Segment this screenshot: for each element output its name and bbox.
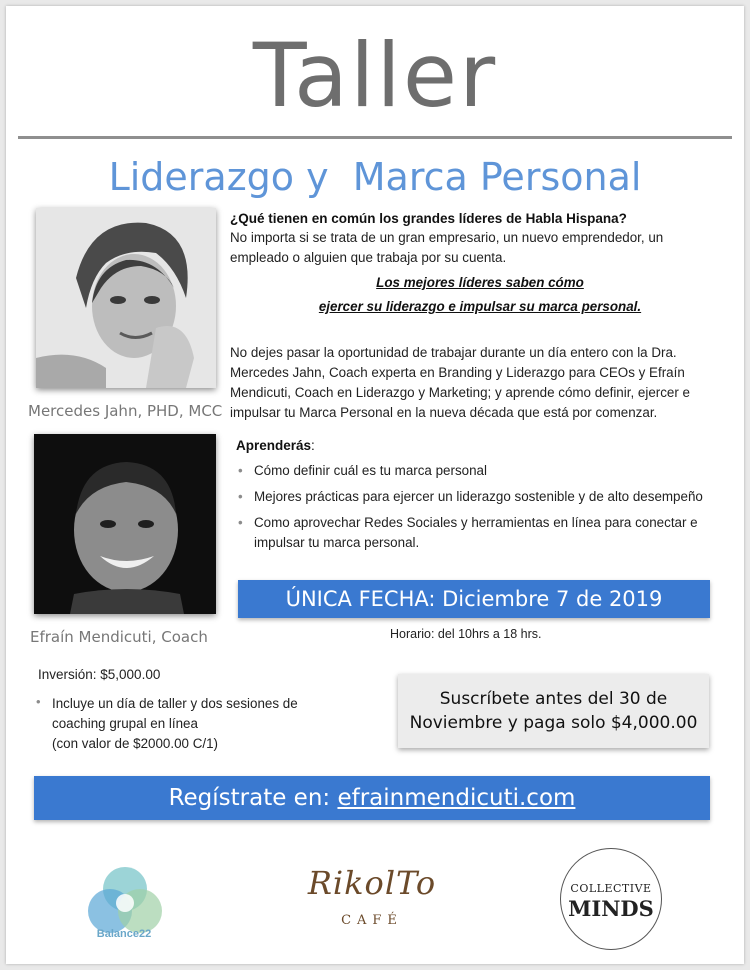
learn-heading-label: Aprenderás: [236, 438, 312, 453]
includes-item: [36, 694, 366, 754]
register-label: Regístrate en:: [168, 785, 338, 811]
includes-line-3: (con valor de $2000.00 C/1): [52, 736, 218, 751]
balance22-logo-icon: [80, 848, 170, 958]
learn-heading: [236, 438, 315, 453]
highlight-line-2: ejercer su liderazgo e impulsar su marca personal.: [318, 299, 642, 314]
highlight-line-1: Los mejores líderes saben cómo: [376, 275, 584, 290]
early-bird-line-2: Noviembre y paga solo $4,000.00: [409, 713, 698, 733]
early-bird-line-1: Suscríbete antes del 30 de: [439, 689, 668, 709]
bullet-icon: •: [238, 489, 243, 504]
investment-text: Inversión: $5,000.00: [38, 667, 161, 682]
register-link[interactable]: efrainmendicuti.com: [337, 785, 576, 811]
date-banner: ÚNICA FECHA: Diciembre 7 de 2019: [238, 580, 710, 618]
bullet-icon: •: [238, 463, 243, 478]
learn-item-text: Mejores prácticas para ejercer un liderazgo sostenible y de alto desempeño: [254, 489, 703, 504]
register-banner: [34, 776, 710, 820]
collective-minds-line-2: MINDS: [568, 896, 654, 921]
portrait-man-image: [34, 434, 216, 614]
rikolto-logo-subtext: CAFÉ: [341, 913, 403, 928]
balance22-logo-label: Balance22: [96, 928, 152, 940]
learn-heading-colon: :: [311, 438, 315, 453]
bullet-icon: •: [36, 694, 41, 709]
includes-line-1: Incluye un día de taller y dos sesiones de: [52, 696, 298, 711]
page-subtitle: Liderazgo y Marca Personal: [108, 155, 642, 199]
flyer-page: [6, 6, 744, 964]
photo-mercedes-jahn: [36, 208, 216, 388]
early-bird-box: [398, 674, 709, 748]
includes-line-2: coaching grupal en línea: [52, 716, 198, 731]
bullet-icon: •: [238, 515, 243, 530]
learn-list-item: [234, 513, 704, 553]
schedule-text: Horario: del 10hrs a 18 hrs.: [390, 627, 542, 641]
learn-list-item: [234, 487, 704, 507]
learn-list: [234, 461, 704, 559]
rikolto-logo-text: RikolTo: [307, 864, 437, 902]
intro-question: ¿Qué tienen en común los grandes líderes de Habla Hispana?: [230, 211, 627, 226]
page-title: Taller: [252, 24, 498, 127]
learn-item-text: Cómo definir cuál es tu marca personal: [254, 463, 487, 478]
title-divider: [18, 136, 732, 139]
intro-text: No importa si se trata de un gran empresario, un nuevo emprendedor, un empleado o alguien que trabaja por su cuenta.: [230, 230, 664, 265]
caption-efrain-mendicuti: Efraín Mendicuti, Coach: [30, 628, 208, 646]
intro-body: No dejes pasar la oportunidad de trabajar durante un día entero con la Dra. Mercedes Jahn, Coach experta en Branding y Liderazgo para CEOs y Efraín Mendicuti, Coach en Liderazgo y Marketing; y aprende cómo definir, ejercer e impulsar tu Marca Personal en la nueva década que está por comenzar.: [230, 345, 690, 420]
portrait-woman-image: [36, 208, 216, 388]
collective-minds-line-1: COLLECTIVE: [570, 882, 652, 895]
caption-mercedes-jahn: Mercedes Jahn, PHD, MCC: [28, 402, 223, 420]
photo-efrain-mendicuti: [34, 434, 216, 614]
learn-list-item: [234, 461, 704, 481]
learn-item-text: Como aprovechar Redes Sociales y herramientas en línea para conectar e impulsar tu marca personal.: [254, 515, 698, 550]
